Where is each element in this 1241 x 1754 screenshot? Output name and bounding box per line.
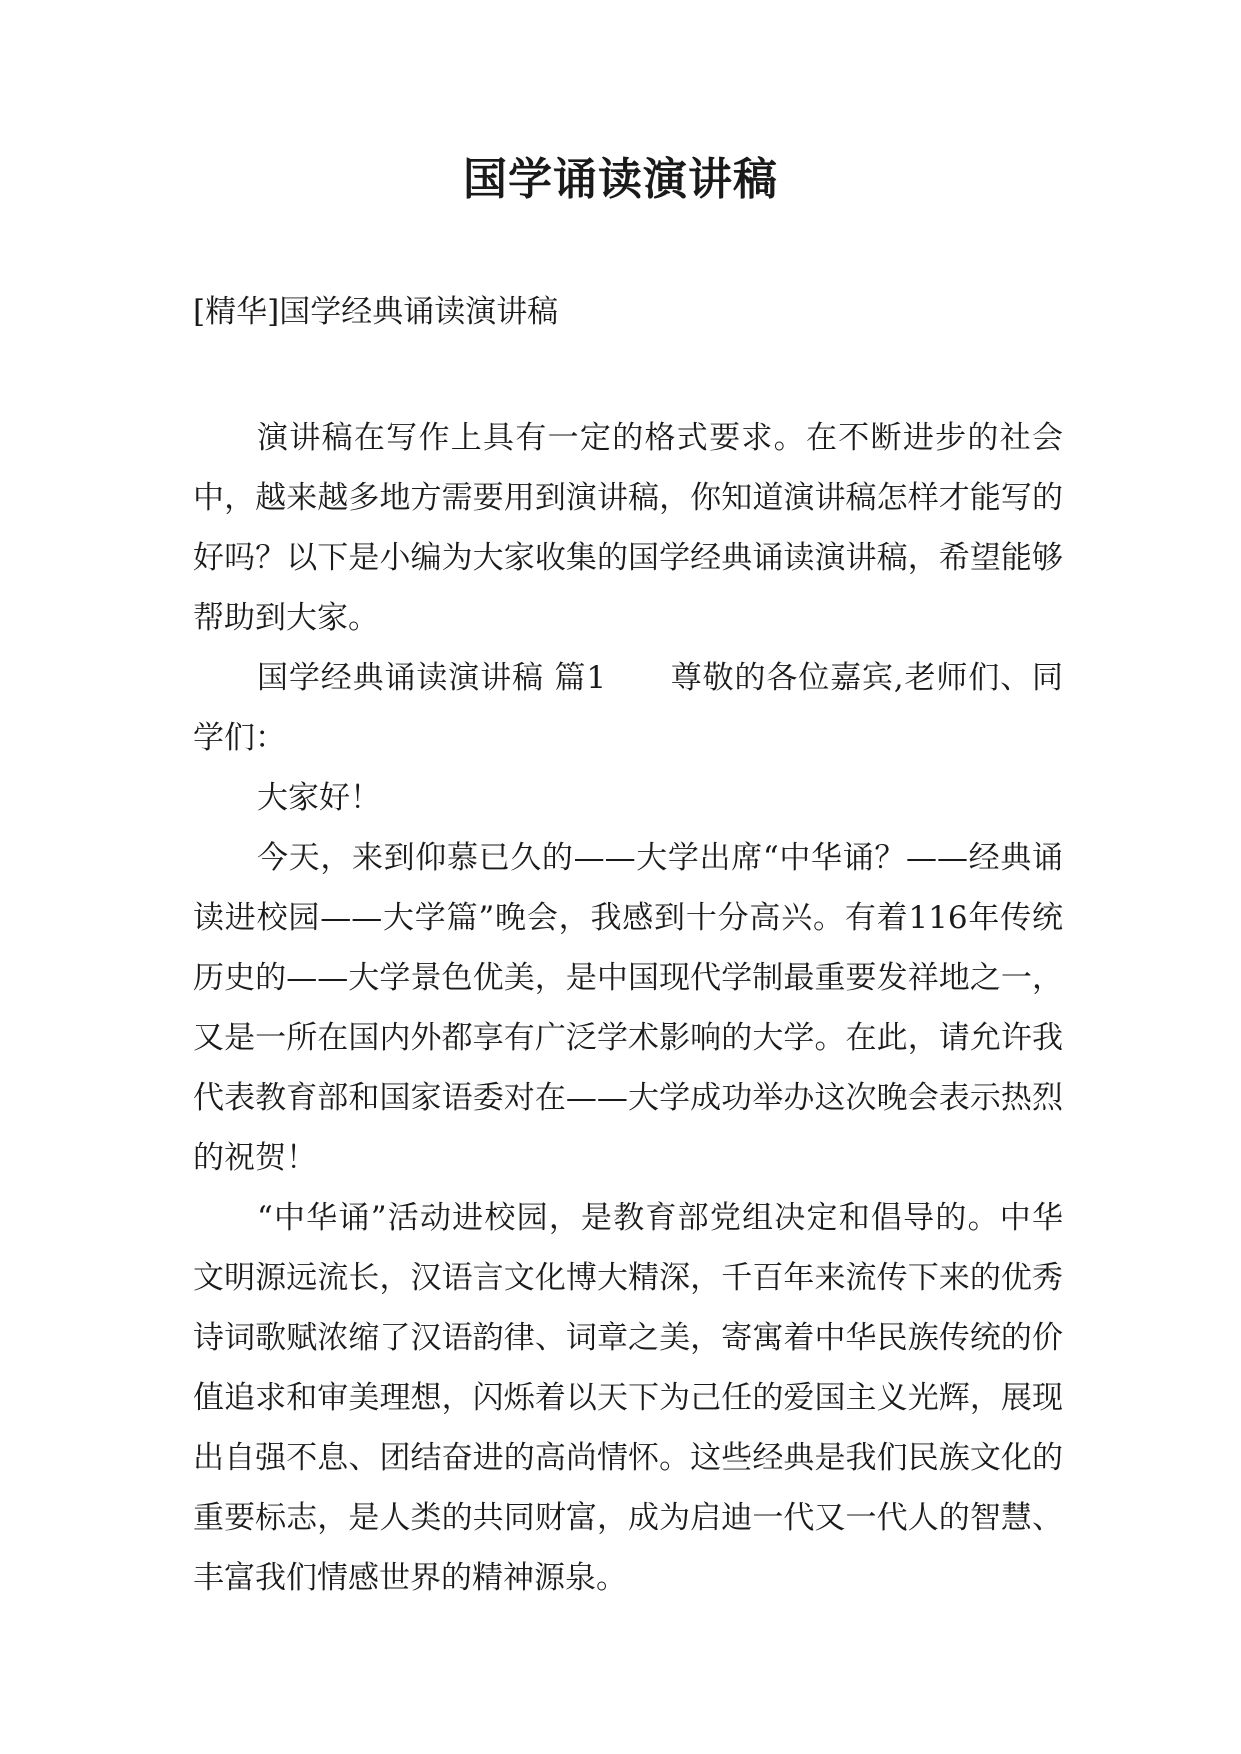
paragraph-opening: 今天，来到仰慕已久的——大学出席“中华诵？——经典诵读进校园——大学篇”晚会，我感到十分高兴。有着116年传统历史的——大学景色优美，是中国现代学制最重要发祥地之一，又是一所在国内外都享有广泛学术影响的大学。在此，请允许我代表教育部和国家语委对在——大学成功举办这次晚会表示热烈的祝贺！	[193, 840, 1063, 1176]
paragraph-section-heading: 国学经典诵读演讲稿 篇1 尊敬的各位嘉宾,老师们、同学们：	[193, 660, 1063, 756]
document-title: 国学诵读演讲稿	[463, 154, 778, 205]
document-subtitle: [精华]国学经典诵读演讲稿	[193, 294, 559, 330]
paragraph-main: “中华诵”活动进校园，是教育部党组决定和倡导的。中华文明源远流长，汉语言文化博大精深，千百年来流传下来的优秀诗词歌赋浓缩了汉语韵律、词章之美，寄寓着中华民族传统的价值追求和审美理想，闪烁着以天下为己任的爱国主义光辉，展现出自强不息、团结奋进的高尚情怀。这些经典是我们民族文化的重要标志，是人类的共同财富，成为启迪一代又一代人的智慧、丰富我们情感世界的精神源泉。	[193, 1200, 1063, 1596]
paragraph-greeting: 大家好！	[257, 780, 381, 816]
document-body	[193, 408, 1063, 1608]
paragraph-intro: 演讲稿在写作上具有一定的格式要求。在不断进步的社会中，越来越多地方需要用到演讲稿，你知道演讲稿怎样才能写的好吗？以下是小编为大家收集的国学经典诵读演讲稿，希望能够帮助到大家。	[193, 420, 1063, 636]
